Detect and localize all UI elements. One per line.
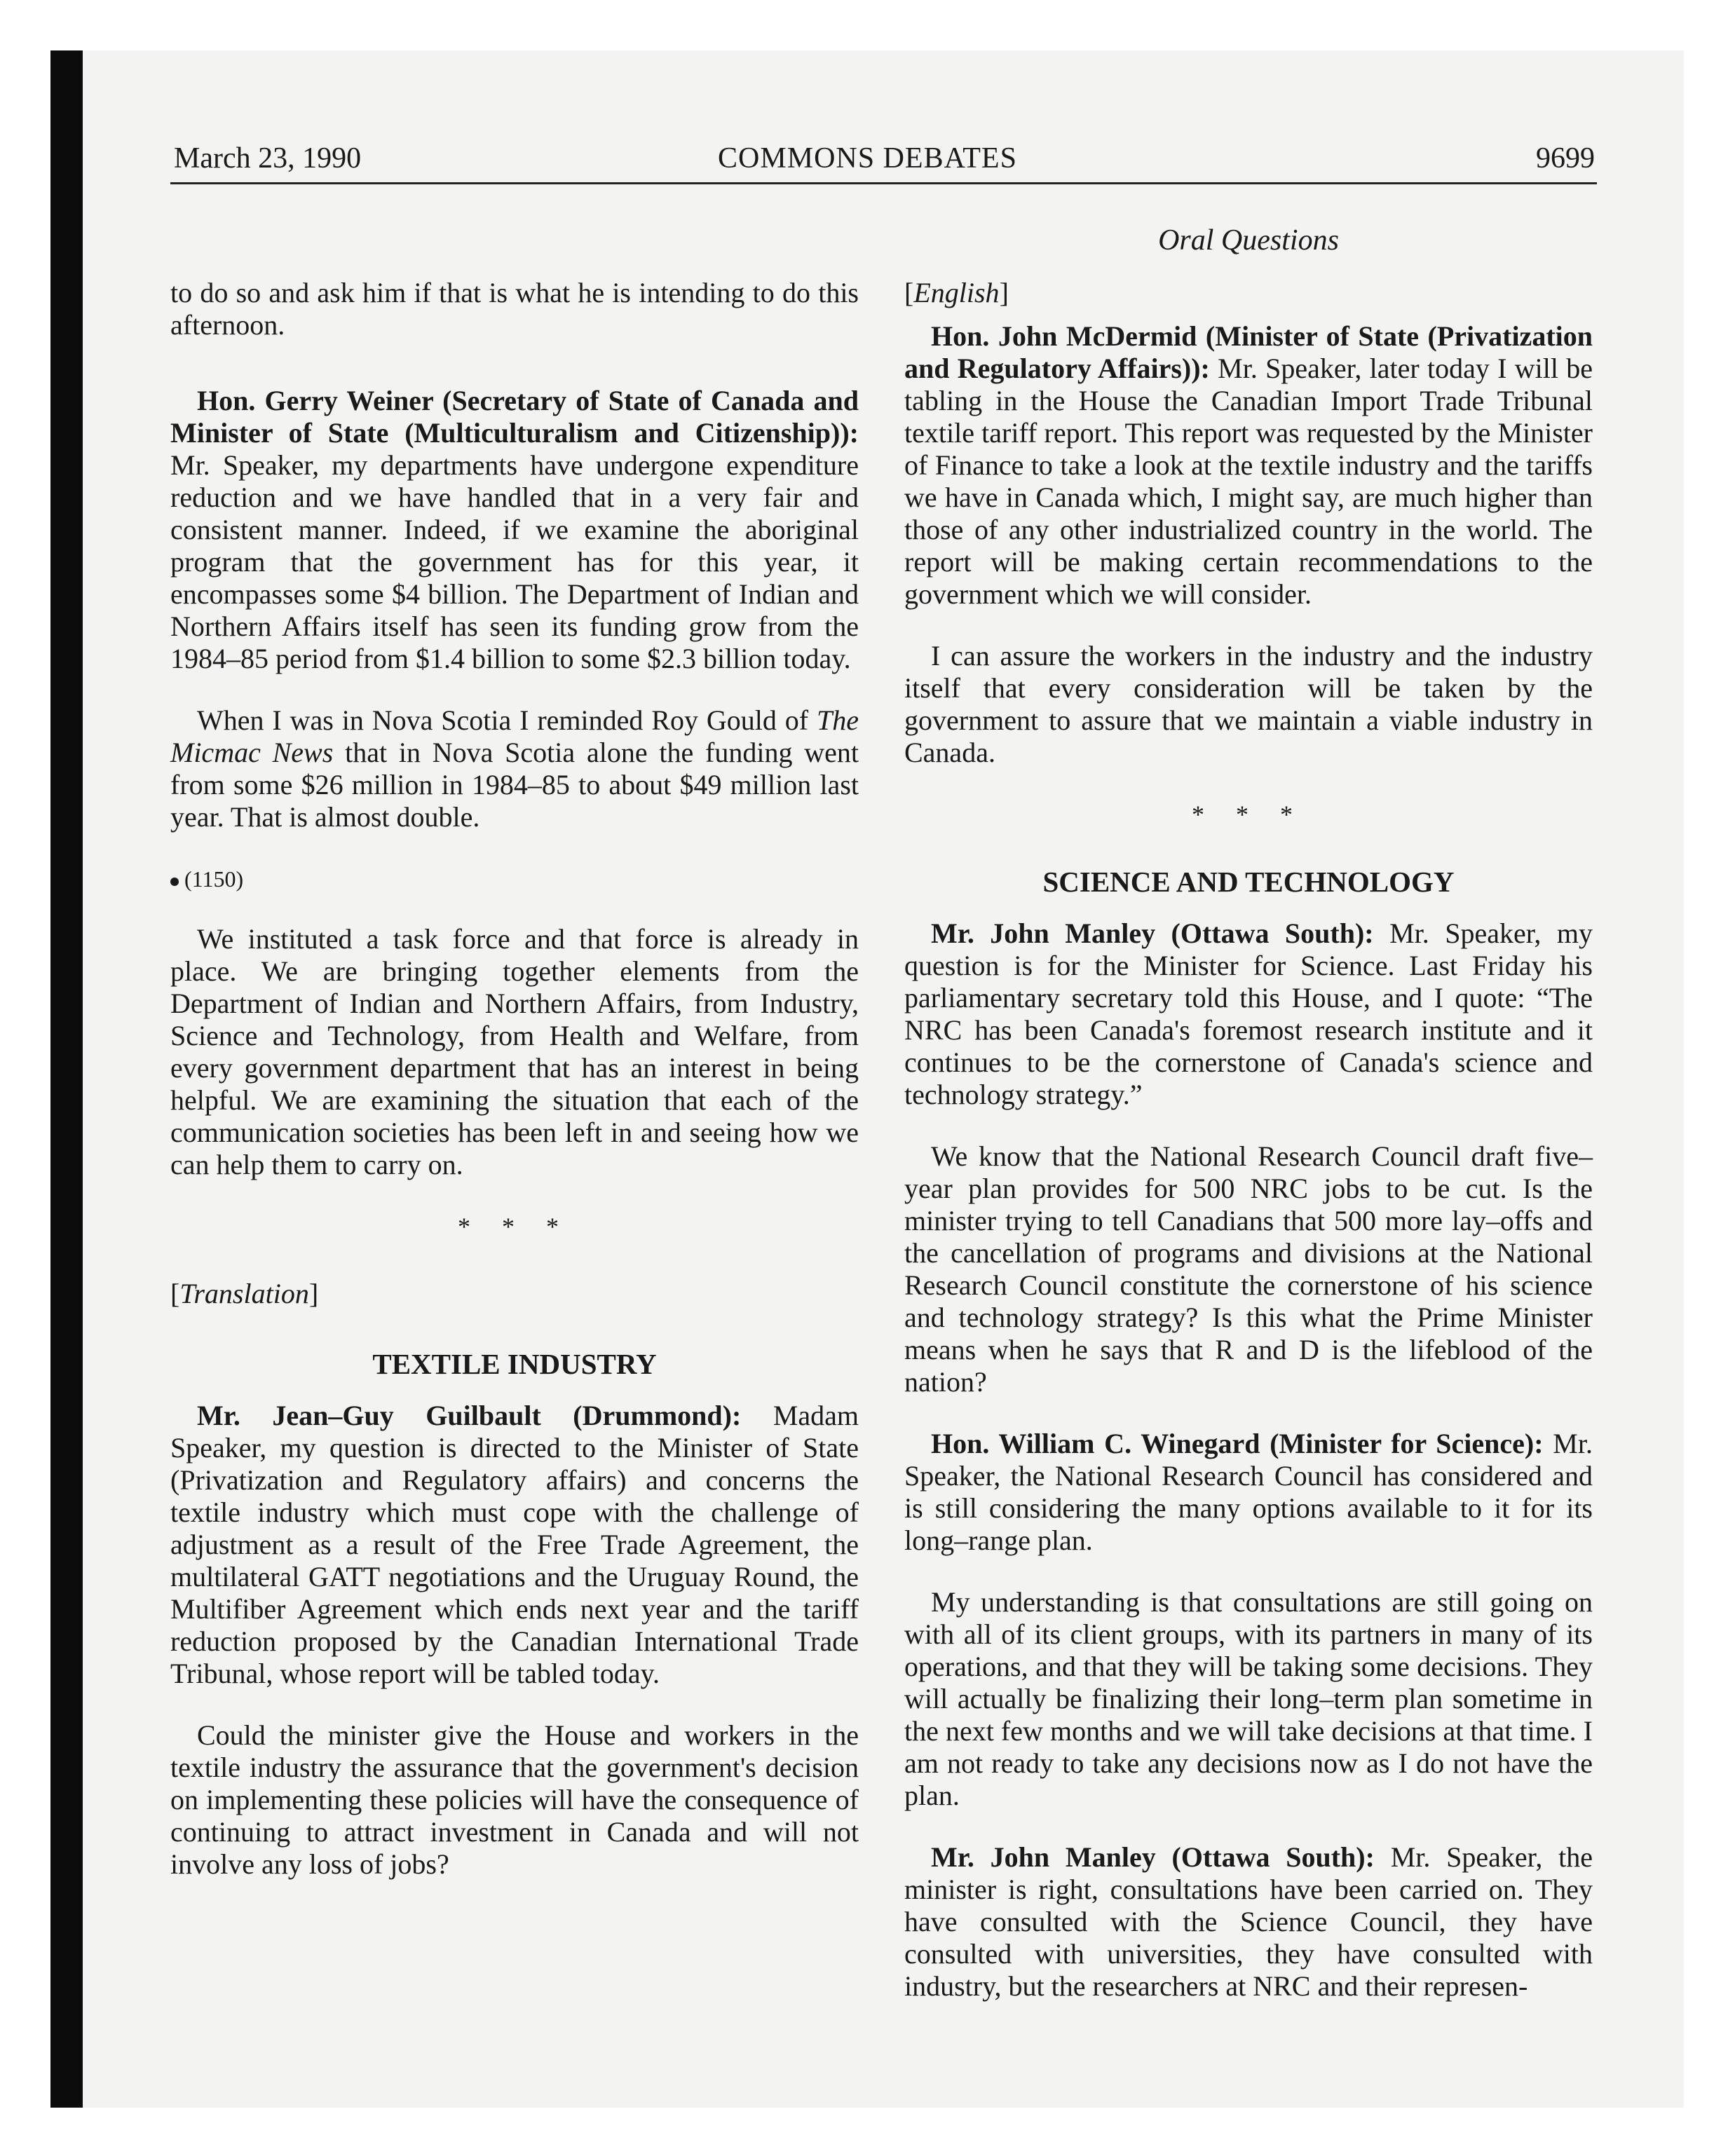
paragraph: to do so and ask him if that is what he is intending to do this afternoon. — [170, 277, 859, 341]
section-title: TEXTILE INDUSTRY — [372, 1348, 657, 1380]
right-column — [904, 277, 1593, 2032]
paragraph — [904, 320, 1593, 610]
paragraph: Could the minister give the House and workers in the textile industry the assurance that the government's decision on implementing these policies will have the consequence of continuing to attract investment in Canada and will not involve any loss of jobs? — [170, 1719, 859, 1880]
paragraph: I can assure the workers in the industry and the industry itself that every consideration will be taken by the government to assure that we maintain a viable industry in Canada. — [904, 640, 1593, 768]
language-marker — [170, 1278, 859, 1310]
timestamp-text: (1150) — [184, 866, 244, 892]
timestamp — [170, 863, 859, 895]
language-label: Translation — [179, 1278, 309, 1309]
speech-text: Mr. Speaker, later today I will be tabling in the House the Canadian Import Trade Tribunal textile tariff report. This report was requested by the Minister of Finance to take a look at the textile industry and the tariffs we have in Canada which, I might say, are much higher than those of any other industrialized country in the world. The report will be making certain recommendations to the government which we will consider. — [904, 353, 1593, 610]
speech-text: When I was in Nova Scotia I reminded Roy Gould of — [197, 704, 817, 736]
speech-text: Madam Speaker, my question is directed to the Minister of State (Privatization and Regulatory affairs) and concerns the textile industry which must cope with the challenge of adjustment as a result of the Free Trade Agreement, the multilateral GATT negotiations and the Uruguay Round, the Multifiber Agreement which ends next year and the tariff reduction proposed by the Canadian International Trade Tribunal, whose report will be tabled today. — [170, 1400, 859, 1689]
speech-text: Mr. Speaker, my departments have undergone expenditure reduction and we have handled that in a very fair and consistent manner. Indeed, if we examine the aboriginal program that the government has for this year, it encompasses some $4 billion. The Department of Indian and Northern Affairs itself has seen its funding grow from the 1984–85 period from $1.4 billion to some $2.3 billion today. — [170, 449, 859, 674]
language-marker — [904, 277, 1593, 309]
page-number: 9699 — [1536, 142, 1595, 175]
paragraph: We instituted a task force and that force is already in place. We are bringing together elements from the Department of Indian and Northern Affairs, from Industry, Science and Technology, from Health and Welfare, from every government department that has an interest in being helpful. We are examining the situation that each of the communication societies has been left in and seeing how we can help them to carry on. — [170, 923, 859, 1180]
speaker-name: Hon. John McDermid (Minister of State (Privatization and Regulatory Affairs)): — [904, 320, 1593, 384]
section-running-head: Oral Questions — [1158, 224, 1339, 257]
paragraph — [904, 1428, 1593, 1557]
left-column — [170, 277, 859, 1910]
bracket: ] — [999, 277, 1009, 308]
paragraph — [170, 1400, 859, 1690]
bracket: ] — [308, 1278, 319, 1309]
speech-text: Mr. Speaker, my question is for the Minister for Science. Last Friday his parliamentary secretary told this House, and I quote: “The NRC has been Canada's foremost research institute and it continues to be the cornerstone of Canada's science and technology strategy.” — [904, 917, 1593, 1110]
header-rule — [170, 182, 1597, 184]
speaker-name: Mr. John Manley (Ottawa South): — [931, 1841, 1375, 1873]
speech-text: that in Nova Scotia alone the funding went from some $26 million in 1984–85 to about $49 million last year. That is almost double. — [170, 737, 859, 833]
section-title: SCIENCE AND TECHNOLOGY — [1042, 866, 1455, 898]
speech-text: Mr. Speaker, the minister is right, consultations have been carried on. They have consulted with the Science Council, they have consulted with universities, they have consulted with industry, but the researchers at NRC and their represen- — [904, 1841, 1593, 2002]
bracket: [ — [904, 277, 914, 308]
speaker-name: Hon. Gerry Weiner (Secretary of State of Canada and Minister of State (Multiculturalism and Citizenship)): — [170, 385, 859, 449]
paragraph: My understanding is that consultations are still going on with all of its client groups, with its partners in many of its operations, and that they will be taking some decisions. They will actually be finalizing their long–term plan sometime in the next few months and we will take decisions at that time. I am not ready to take any decisions now as I do not have the plan. — [904, 1586, 1593, 1811]
paragraph — [170, 704, 859, 833]
speaker-name: Hon. William C. Winegard (Minister for Science): — [931, 1428, 1544, 1459]
bracket: [ — [170, 1278, 180, 1309]
paragraph — [170, 385, 859, 675]
publication-title: The Micmac News — [170, 704, 859, 768]
paragraph — [904, 917, 1593, 1111]
speaker-name: Mr. John Manley (Ottawa South): — [931, 917, 1374, 949]
speech-text: Mr. Speaker, the National Research Council has considered and is still considering the many options available to it for its long–range plan. — [904, 1428, 1593, 1556]
bullet-icon — [170, 878, 179, 886]
header-title: COMMONS DEBATES — [718, 142, 1017, 175]
header-date: March 23, 1990 — [174, 142, 362, 175]
paragraph: We know that the National Research Council draft five–year plan provides for 500 NRC jobs to be cut. Is the minister trying to tell Canadians that 500 more lay–offs and the cancellation of programs and divisions at the National Research Council constitute the cornerstone of his science and technology strategy? Is this what the Prime Minister means when he says that R and D is the lifeblood of the nation? — [904, 1140, 1593, 1398]
section-divider: * * * — [1192, 800, 1305, 828]
scan-binding-edge — [50, 50, 83, 2108]
section-divider: * * * — [458, 1213, 571, 1241]
speaker-name: Mr. Jean–Guy Guilbault (Drummond): — [197, 1400, 742, 1431]
language-label: English — [913, 277, 1000, 308]
paragraph — [904, 1841, 1593, 2003]
